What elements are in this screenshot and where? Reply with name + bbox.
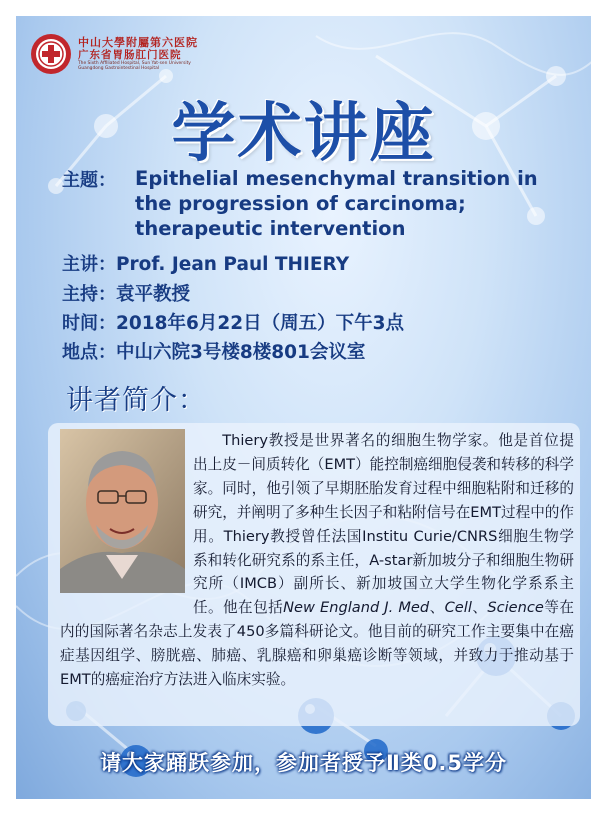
hospital-name-en-1: The Sixth Affiliated Hospital, Sun Yat-sen University: [78, 61, 191, 67]
speaker-value: Prof. Jean Paul THIERY: [116, 254, 350, 275]
speaker-bio: [60, 429, 574, 692]
hospital-seal-icon: [30, 33, 72, 75]
speaker-label: 主讲：: [62, 254, 116, 275]
journal-science: Science: [487, 599, 544, 617]
topic-value: Epithelial mesenchymal transition in the progression of carcinoma; therapeutic intervention: [135, 167, 538, 240]
hospital-name-en-2: Guangdong Gastrointestinal Hospital: [78, 66, 160, 72]
portrait-spacer: [60, 429, 193, 597]
time-label: 时间：: [62, 313, 116, 334]
place-value: 中山六院3号楼8楼801会议室: [116, 342, 366, 363]
page-title: 学术讲座: [171, 97, 436, 171]
journal-sep-2: 、: [471, 599, 488, 617]
topic-label: 主题：: [62, 170, 116, 191]
speaker-row: [62, 250, 349, 276]
place-label: 地点：: [62, 342, 116, 363]
hospital-name: [78, 37, 198, 72]
host-value: 袁平教授: [116, 284, 191, 305]
hospital-logo-block: [30, 26, 198, 82]
speaker-intro-heading: 讲者简介：: [66, 385, 206, 416]
bio-text-part-2: 等在内的国际著名杂志上发表了450多篇科研论文。他目前的研究工作主要集中在癌症基因组学、膀胱癌、肺癌、乳腺癌和卵巢癌诊断等领域，并致力于推动基于EMT的癌症治疗方法进入临床实验。: [60, 599, 574, 689]
hospital-name-cn-1: 中山大學附屬第六医院: [78, 35, 198, 49]
hospital-name-cn-2: 广东省胃肠肛门医院: [78, 49, 182, 62]
poster: [16, 16, 591, 799]
time-row: [62, 309, 404, 335]
place-row: [62, 338, 365, 364]
bio-text-part-1: Thiery教授是世界著名的细胞生物学家。他是首位提出上皮－间质转化（EMT）能控制癌细胞侵袭和转移的科学家。同时，他引领了早期胚胎发育过程中细胞粘附和迁移的研究，并阐明了多种生长因子和粘附信号在EMT过程中的作用。Thiery教授曾任法国Institu Curie/CNRS细胞生物学系和转化研究系的系主任，A-star新加坡分子和细胞生物研究所（IMCB）副所长、新加坡国立大学生物化学系系主任。他在包括: [193, 432, 574, 617]
journal-cell: Cell: [444, 599, 472, 617]
topic-row: [62, 166, 562, 240]
host-row: [62, 280, 190, 306]
journal-sep-1: 、: [429, 599, 445, 617]
host-label: 主持：: [62, 284, 116, 305]
journal-nejm: New England J. Med: [283, 599, 430, 617]
time-value: 2018年6月22日（周五）下午3点: [116, 313, 404, 334]
attendance-notice: 请大家踊跃参加，参加者授予Ⅱ类0.5学分: [99, 751, 508, 775]
